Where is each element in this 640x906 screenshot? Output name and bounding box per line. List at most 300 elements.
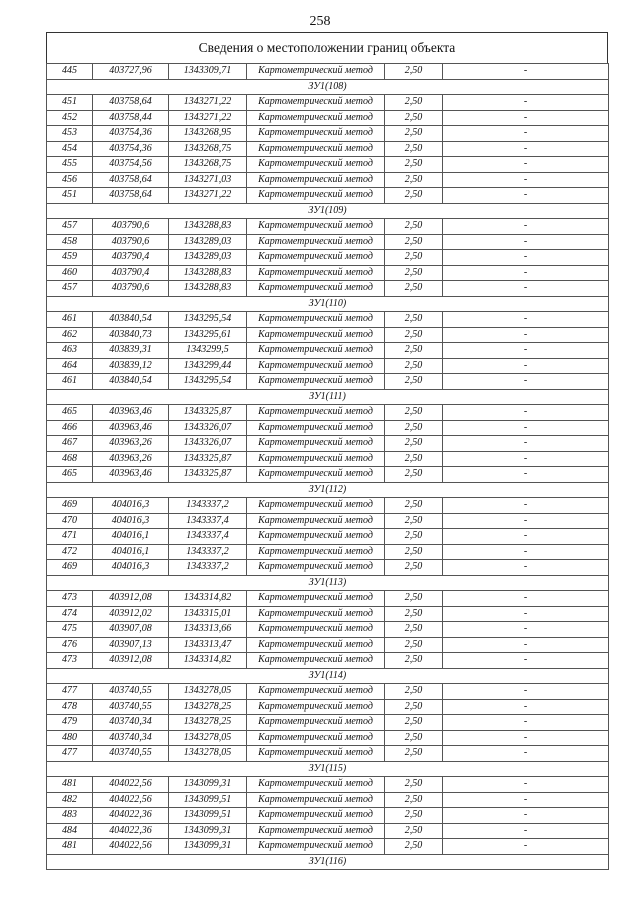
section-header-row xyxy=(47,79,609,95)
description-cell: - xyxy=(443,234,609,250)
method-cell: Картометрический метод xyxy=(247,250,385,266)
description-cell: - xyxy=(443,513,609,529)
x-coordinate-cell: 403754,56 xyxy=(93,157,169,173)
accuracy-cell: 2,50 xyxy=(385,560,443,576)
method-cell: Картометрический метод xyxy=(247,653,385,669)
accuracy-cell: 2,50 xyxy=(385,420,443,436)
point-number-cell: 469 xyxy=(47,498,93,514)
section-header-row xyxy=(47,389,609,405)
description-cell: - xyxy=(443,653,609,669)
table-row xyxy=(47,188,609,204)
x-coordinate-cell: 403754,36 xyxy=(93,141,169,157)
x-coordinate-cell: 404016,1 xyxy=(93,544,169,560)
point-number-cell: 461 xyxy=(47,374,93,390)
x-coordinate-cell: 403790,6 xyxy=(93,234,169,250)
accuracy-cell: 2,50 xyxy=(385,374,443,390)
description-cell: - xyxy=(443,529,609,545)
y-coordinate-cell: 1343326,07 xyxy=(169,420,247,436)
table-row xyxy=(47,110,609,126)
y-coordinate-cell: 1343337,2 xyxy=(169,560,247,576)
description-cell: - xyxy=(443,730,609,746)
description-cell: - xyxy=(443,792,609,808)
method-cell: Картометрический метод xyxy=(247,606,385,622)
table-row xyxy=(47,219,609,235)
table-row xyxy=(47,684,609,700)
x-coordinate-cell: 404016,1 xyxy=(93,529,169,545)
y-coordinate-cell: 1343337,2 xyxy=(169,498,247,514)
x-coordinate-cell: 403758,64 xyxy=(93,95,169,111)
accuracy-cell: 2,50 xyxy=(385,358,443,374)
section-header-row xyxy=(47,482,609,498)
table-row xyxy=(47,358,609,374)
accuracy-cell: 2,50 xyxy=(385,777,443,793)
point-number-cell: 456 xyxy=(47,172,93,188)
x-coordinate-cell: 403758,44 xyxy=(93,110,169,126)
accuracy-cell: 2,50 xyxy=(385,343,443,359)
accuracy-cell: 2,50 xyxy=(385,312,443,328)
point-number-cell: 464 xyxy=(47,358,93,374)
description-cell: - xyxy=(443,699,609,715)
x-coordinate-cell: 403727,96 xyxy=(93,64,169,80)
coordinates-table-body xyxy=(47,64,609,870)
method-cell: Картометрический метод xyxy=(247,730,385,746)
y-coordinate-cell: 1343099,51 xyxy=(169,808,247,824)
method-cell: Картометрический метод xyxy=(247,467,385,483)
y-coordinate-cell: 1343271,22 xyxy=(169,95,247,111)
point-number-cell: 480 xyxy=(47,730,93,746)
accuracy-cell: 2,50 xyxy=(385,513,443,529)
table-row xyxy=(47,498,609,514)
section-header-row xyxy=(47,296,609,312)
y-coordinate-cell: 1343313,47 xyxy=(169,637,247,653)
accuracy-cell: 2,50 xyxy=(385,730,443,746)
section-header-row xyxy=(47,203,609,219)
y-coordinate-cell: 1343313,66 xyxy=(169,622,247,638)
table-row xyxy=(47,172,609,188)
y-coordinate-cell: 1343325,87 xyxy=(169,405,247,421)
accuracy-cell: 2,50 xyxy=(385,172,443,188)
table-row xyxy=(47,637,609,653)
y-coordinate-cell: 1343309,71 xyxy=(169,64,247,80)
x-coordinate-cell: 403907,13 xyxy=(93,637,169,653)
section-header-row xyxy=(47,854,609,870)
accuracy-cell: 2,50 xyxy=(385,405,443,421)
table-row xyxy=(47,64,609,80)
y-coordinate-cell: 1343337,2 xyxy=(169,544,247,560)
x-coordinate-cell: 403740,34 xyxy=(93,715,169,731)
method-cell: Картометрический метод xyxy=(247,529,385,545)
point-number-cell: 478 xyxy=(47,699,93,715)
point-number-cell: 457 xyxy=(47,219,93,235)
x-coordinate-cell: 404022,36 xyxy=(93,823,169,839)
description-cell: - xyxy=(443,684,609,700)
description-cell: - xyxy=(443,405,609,421)
y-coordinate-cell: 1343314,82 xyxy=(169,653,247,669)
y-coordinate-cell: 1343099,31 xyxy=(169,823,247,839)
y-coordinate-cell: 1343278,25 xyxy=(169,699,247,715)
table-row xyxy=(47,95,609,111)
point-number-cell: 463 xyxy=(47,343,93,359)
description-cell: - xyxy=(443,715,609,731)
description-cell: - xyxy=(443,637,609,653)
point-number-cell: 454 xyxy=(47,141,93,157)
method-cell: Картометрический метод xyxy=(247,405,385,421)
y-coordinate-cell: 1343299,5 xyxy=(169,343,247,359)
accuracy-cell: 2,50 xyxy=(385,110,443,126)
x-coordinate-cell: 403912,08 xyxy=(93,591,169,607)
accuracy-cell: 2,50 xyxy=(385,746,443,762)
y-coordinate-cell: 1343271,22 xyxy=(169,188,247,204)
y-coordinate-cell: 1343314,82 xyxy=(169,591,247,607)
accuracy-cell: 2,50 xyxy=(385,653,443,669)
method-cell: Картометрический метод xyxy=(247,312,385,328)
description-cell: - xyxy=(443,219,609,235)
y-coordinate-cell: 1343289,03 xyxy=(169,250,247,266)
description-cell: - xyxy=(443,327,609,343)
point-number-cell: 481 xyxy=(47,839,93,855)
description-cell: - xyxy=(443,265,609,281)
point-number-cell: 469 xyxy=(47,560,93,576)
y-coordinate-cell: 1343337,4 xyxy=(169,529,247,545)
method-cell: Картометрический метод xyxy=(247,808,385,824)
accuracy-cell: 2,50 xyxy=(385,792,443,808)
y-coordinate-cell: 1343295,61 xyxy=(169,327,247,343)
x-coordinate-cell: 404016,3 xyxy=(93,513,169,529)
point-number-cell: 451 xyxy=(47,188,93,204)
table-row xyxy=(47,777,609,793)
point-number-cell: 466 xyxy=(47,420,93,436)
accuracy-cell: 2,50 xyxy=(385,839,443,855)
x-coordinate-cell: 403840,54 xyxy=(93,374,169,390)
point-number-cell: 460 xyxy=(47,265,93,281)
point-number-cell: 484 xyxy=(47,823,93,839)
x-coordinate-cell: 403963,26 xyxy=(93,451,169,467)
x-coordinate-cell: 403758,64 xyxy=(93,172,169,188)
description-cell: - xyxy=(443,839,609,855)
point-number-cell: 458 xyxy=(47,234,93,250)
method-cell: Картометрический метод xyxy=(247,157,385,173)
accuracy-cell: 2,50 xyxy=(385,684,443,700)
accuracy-cell: 2,50 xyxy=(385,591,443,607)
method-cell: Картометрический метод xyxy=(247,823,385,839)
table-row xyxy=(47,699,609,715)
accuracy-cell: 2,50 xyxy=(385,715,443,731)
y-coordinate-cell: 1343299,44 xyxy=(169,358,247,374)
method-cell: Картометрический метод xyxy=(247,451,385,467)
method-cell: Картометрический метод xyxy=(247,622,385,638)
table-title: Сведения о местоположении границ объекта xyxy=(46,32,608,63)
boundary-table-sheet xyxy=(46,32,608,870)
table-row xyxy=(47,250,609,266)
accuracy-cell: 2,50 xyxy=(385,327,443,343)
x-coordinate-cell: 403740,55 xyxy=(93,746,169,762)
table-row xyxy=(47,653,609,669)
accuracy-cell: 2,50 xyxy=(385,606,443,622)
x-coordinate-cell: 403754,36 xyxy=(93,126,169,142)
description-cell: - xyxy=(443,343,609,359)
method-cell: Картометрический метод xyxy=(247,513,385,529)
y-coordinate-cell: 1343295,54 xyxy=(169,374,247,390)
table-row xyxy=(47,606,609,622)
table-row xyxy=(47,560,609,576)
accuracy-cell: 2,50 xyxy=(385,141,443,157)
point-number-cell: 473 xyxy=(47,653,93,669)
point-number-cell: 479 xyxy=(47,715,93,731)
method-cell: Картометрический метод xyxy=(247,746,385,762)
page-number: 258 xyxy=(309,14,331,29)
x-coordinate-cell: 404016,3 xyxy=(93,560,169,576)
y-coordinate-cell: 1343337,4 xyxy=(169,513,247,529)
x-coordinate-cell: 403840,54 xyxy=(93,312,169,328)
y-coordinate-cell: 1343278,05 xyxy=(169,684,247,700)
y-coordinate-cell: 1343271,03 xyxy=(169,172,247,188)
description-cell: - xyxy=(443,250,609,266)
method-cell: Картометрический метод xyxy=(247,560,385,576)
point-number-cell: 477 xyxy=(47,684,93,700)
description-cell: - xyxy=(443,544,609,560)
x-coordinate-cell: 403963,46 xyxy=(93,467,169,483)
section-label: ЗУ1(112) xyxy=(47,482,609,498)
y-coordinate-cell: 1343268,95 xyxy=(169,126,247,142)
point-number-cell: 477 xyxy=(47,746,93,762)
method-cell: Картометрический метод xyxy=(247,684,385,700)
section-label: ЗУ1(109) xyxy=(47,203,609,219)
description-cell: - xyxy=(443,358,609,374)
y-coordinate-cell: 1343288,83 xyxy=(169,265,247,281)
method-cell: Картометрический метод xyxy=(247,64,385,80)
x-coordinate-cell: 403790,6 xyxy=(93,281,169,297)
description-cell: - xyxy=(443,126,609,142)
table-row xyxy=(47,715,609,731)
point-number-cell: 481 xyxy=(47,777,93,793)
accuracy-cell: 2,50 xyxy=(385,64,443,80)
method-cell: Картометрический метод xyxy=(247,699,385,715)
method-cell: Картометрический метод xyxy=(247,219,385,235)
point-number-cell: 462 xyxy=(47,327,93,343)
point-number-cell: 455 xyxy=(47,157,93,173)
description-cell: - xyxy=(443,622,609,638)
section-label: ЗУ1(113) xyxy=(47,575,609,591)
table-row xyxy=(47,839,609,855)
table-row xyxy=(47,141,609,157)
table-row xyxy=(47,544,609,560)
point-number-cell: 451 xyxy=(47,95,93,111)
point-number-cell: 453 xyxy=(47,126,93,142)
description-cell: - xyxy=(443,141,609,157)
point-number-cell: 467 xyxy=(47,436,93,452)
x-coordinate-cell: 403963,46 xyxy=(93,405,169,421)
accuracy-cell: 2,50 xyxy=(385,467,443,483)
description-cell: - xyxy=(443,172,609,188)
point-number-cell: 482 xyxy=(47,792,93,808)
description-cell: - xyxy=(443,808,609,824)
x-coordinate-cell: 403758,64 xyxy=(93,188,169,204)
description-cell: - xyxy=(443,467,609,483)
table-row xyxy=(47,234,609,250)
description-cell: - xyxy=(443,606,609,622)
method-cell: Картометрический метод xyxy=(247,637,385,653)
y-coordinate-cell: 1343325,87 xyxy=(169,467,247,483)
table-row xyxy=(47,808,609,824)
point-number-cell: 483 xyxy=(47,808,93,824)
method-cell: Картометрический метод xyxy=(247,358,385,374)
y-coordinate-cell: 1343278,05 xyxy=(169,746,247,762)
x-coordinate-cell: 403790,4 xyxy=(93,250,169,266)
accuracy-cell: 2,50 xyxy=(385,622,443,638)
accuracy-cell: 2,50 xyxy=(385,265,443,281)
description-cell: - xyxy=(443,281,609,297)
section-header-row xyxy=(47,761,609,777)
accuracy-cell: 2,50 xyxy=(385,529,443,545)
point-number-cell: 473 xyxy=(47,591,93,607)
x-coordinate-cell: 403963,46 xyxy=(93,420,169,436)
table-row xyxy=(47,746,609,762)
x-coordinate-cell: 404022,56 xyxy=(93,777,169,793)
description-cell: - xyxy=(443,451,609,467)
table-row xyxy=(47,327,609,343)
accuracy-cell: 2,50 xyxy=(385,436,443,452)
description-cell: - xyxy=(443,560,609,576)
accuracy-cell: 2,50 xyxy=(385,188,443,204)
point-number-cell: 445 xyxy=(47,64,93,80)
point-number-cell: 472 xyxy=(47,544,93,560)
method-cell: Картометрический метод xyxy=(247,172,385,188)
table-row xyxy=(47,792,609,808)
accuracy-cell: 2,50 xyxy=(385,250,443,266)
point-number-cell: 474 xyxy=(47,606,93,622)
method-cell: Картометрический метод xyxy=(247,188,385,204)
y-coordinate-cell: 1343278,25 xyxy=(169,715,247,731)
section-header-row xyxy=(47,668,609,684)
section-label: ЗУ1(108) xyxy=(47,79,609,95)
x-coordinate-cell: 403740,55 xyxy=(93,684,169,700)
method-cell: Картометрический метод xyxy=(247,544,385,560)
y-coordinate-cell: 1343099,51 xyxy=(169,792,247,808)
description-cell: - xyxy=(443,110,609,126)
x-coordinate-cell: 404022,56 xyxy=(93,792,169,808)
y-coordinate-cell: 1343099,31 xyxy=(169,839,247,855)
accuracy-cell: 2,50 xyxy=(385,451,443,467)
table-row xyxy=(47,405,609,421)
description-cell: - xyxy=(443,64,609,80)
table-row xyxy=(47,451,609,467)
point-number-cell: 452 xyxy=(47,110,93,126)
method-cell: Картометрический метод xyxy=(247,327,385,343)
section-label: ЗУ1(116) xyxy=(47,854,609,870)
x-coordinate-cell: 403840,73 xyxy=(93,327,169,343)
description-cell: - xyxy=(443,823,609,839)
y-coordinate-cell: 1343268,75 xyxy=(169,141,247,157)
accuracy-cell: 2,50 xyxy=(385,823,443,839)
x-coordinate-cell: 403839,12 xyxy=(93,358,169,374)
x-coordinate-cell: 403907,08 xyxy=(93,622,169,638)
method-cell: Картометрический метод xyxy=(247,777,385,793)
section-label: ЗУ1(111) xyxy=(47,389,609,405)
table-row xyxy=(47,281,609,297)
x-coordinate-cell: 403839,31 xyxy=(93,343,169,359)
x-coordinate-cell: 403740,34 xyxy=(93,730,169,746)
accuracy-cell: 2,50 xyxy=(385,544,443,560)
description-cell: - xyxy=(443,312,609,328)
x-coordinate-cell: 403790,4 xyxy=(93,265,169,281)
method-cell: Картометрический метод xyxy=(247,715,385,731)
section-label: ЗУ1(115) xyxy=(47,761,609,777)
table-row xyxy=(47,467,609,483)
y-coordinate-cell: 1343289,03 xyxy=(169,234,247,250)
table-row xyxy=(47,513,609,529)
method-cell: Картометрический метод xyxy=(247,281,385,297)
x-coordinate-cell: 404022,56 xyxy=(93,839,169,855)
description-cell: - xyxy=(443,591,609,607)
accuracy-cell: 2,50 xyxy=(385,95,443,111)
y-coordinate-cell: 1343268,75 xyxy=(169,157,247,173)
description-cell: - xyxy=(443,777,609,793)
table-row xyxy=(47,591,609,607)
x-coordinate-cell: 403790,6 xyxy=(93,219,169,235)
point-number-cell: 461 xyxy=(47,312,93,328)
point-number-cell: 475 xyxy=(47,622,93,638)
description-cell: - xyxy=(443,420,609,436)
point-number-cell: 476 xyxy=(47,637,93,653)
y-coordinate-cell: 1343326,07 xyxy=(169,436,247,452)
table-row xyxy=(47,529,609,545)
method-cell: Картометрический метод xyxy=(247,591,385,607)
point-number-cell: 471 xyxy=(47,529,93,545)
table-row xyxy=(47,343,609,359)
coordinates-table xyxy=(46,63,609,870)
section-label: ЗУ1(110) xyxy=(47,296,609,312)
point-number-cell: 457 xyxy=(47,281,93,297)
table-row xyxy=(47,265,609,281)
accuracy-cell: 2,50 xyxy=(385,281,443,297)
section-header-row xyxy=(47,575,609,591)
y-coordinate-cell: 1343099,31 xyxy=(169,777,247,793)
method-cell: Картометрический метод xyxy=(247,265,385,281)
accuracy-cell: 2,50 xyxy=(385,157,443,173)
accuracy-cell: 2,50 xyxy=(385,699,443,715)
accuracy-cell: 2,50 xyxy=(385,637,443,653)
x-coordinate-cell: 403963,26 xyxy=(93,436,169,452)
method-cell: Картометрический метод xyxy=(247,343,385,359)
method-cell: Картометрический метод xyxy=(247,234,385,250)
table-row xyxy=(47,157,609,173)
description-cell: - xyxy=(443,498,609,514)
table-row xyxy=(47,730,609,746)
method-cell: Картометрический метод xyxy=(247,126,385,142)
x-coordinate-cell: 404022,36 xyxy=(93,808,169,824)
method-cell: Картометрический метод xyxy=(247,498,385,514)
method-cell: Картометрический метод xyxy=(247,110,385,126)
point-number-cell: 459 xyxy=(47,250,93,266)
x-coordinate-cell: 403912,02 xyxy=(93,606,169,622)
method-cell: Картометрический метод xyxy=(247,420,385,436)
point-number-cell: 468 xyxy=(47,451,93,467)
method-cell: Картометрический метод xyxy=(247,374,385,390)
y-coordinate-cell: 1343325,87 xyxy=(169,451,247,467)
table-row xyxy=(47,622,609,638)
point-number-cell: 465 xyxy=(47,467,93,483)
description-cell: - xyxy=(443,188,609,204)
table-row xyxy=(47,436,609,452)
accuracy-cell: 2,50 xyxy=(385,234,443,250)
y-coordinate-cell: 1343288,83 xyxy=(169,219,247,235)
x-coordinate-cell: 403740,55 xyxy=(93,699,169,715)
method-cell: Картометрический метод xyxy=(247,839,385,855)
method-cell: Картометрический метод xyxy=(247,436,385,452)
table-row xyxy=(47,823,609,839)
point-number-cell: 465 xyxy=(47,405,93,421)
table-row xyxy=(47,312,609,328)
